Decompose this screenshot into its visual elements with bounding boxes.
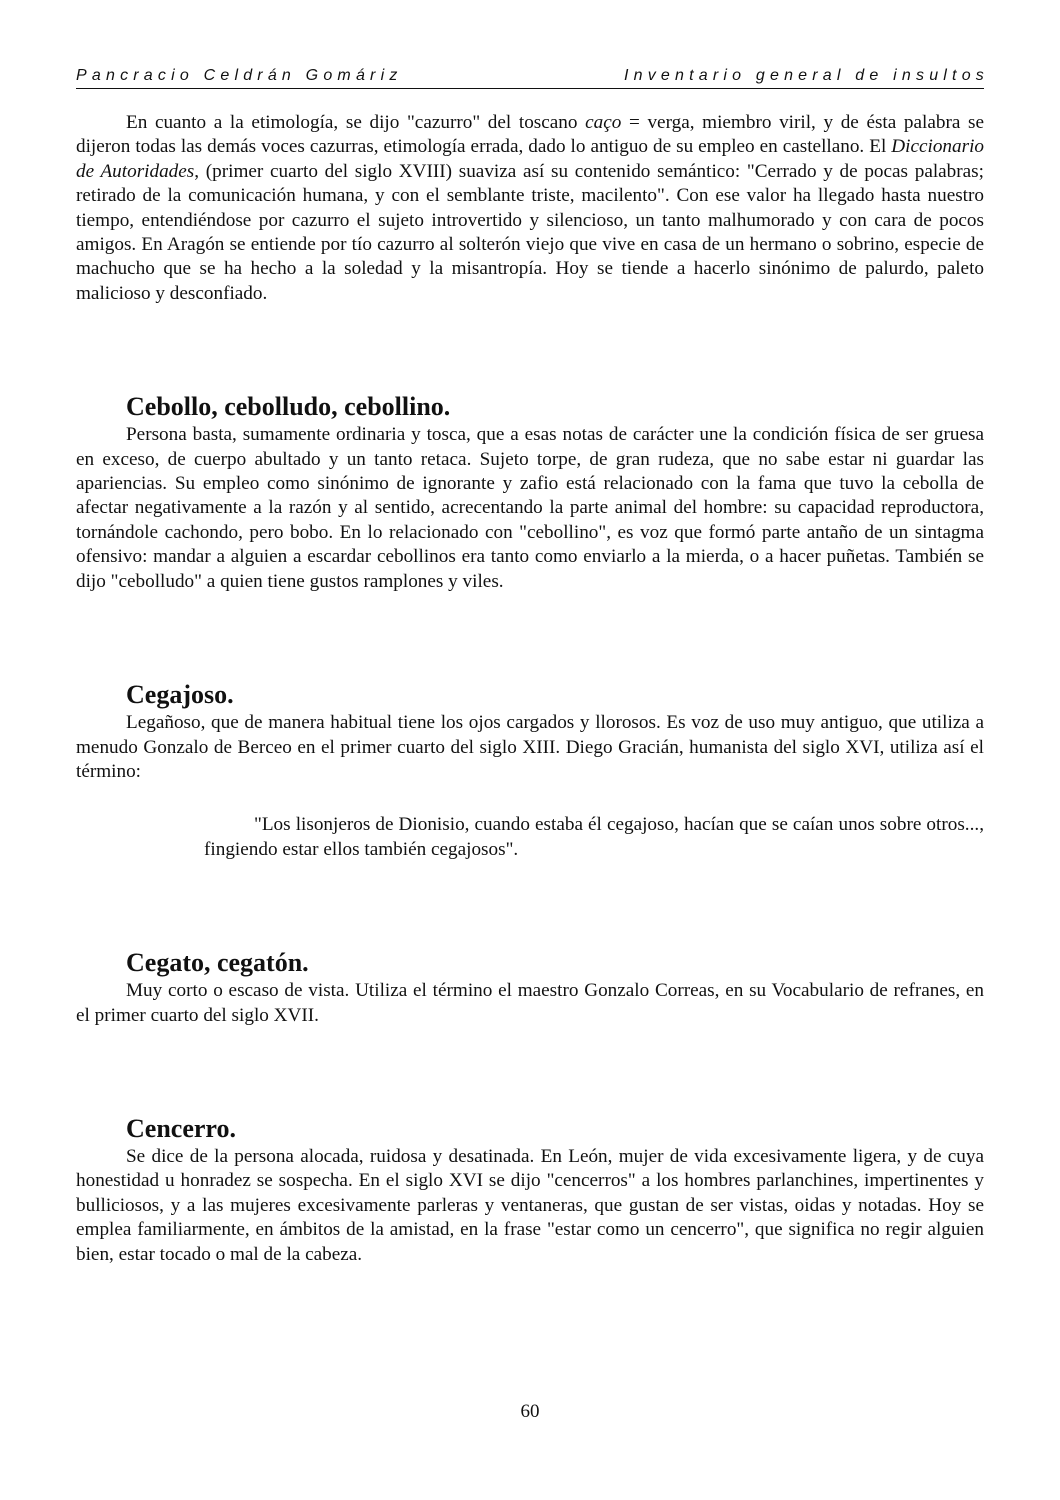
- intro-text-3: , (primer cuarto del siglo XVIII) suaviza así su contenido semántico: "Cerrado y de pocas palabras; retirado de la comunicación humana, y con el semblante triste, macilento". Con ese valor ha llegado hasta nuestro tiempo, entendiéndose por cazurro el sujeto introvertido y silencioso, un tanto malhumorado y con cara de pocos amigos. En Aragón se entiende por tío cazurro al solterón viejo que vive en casa de un hermano o sobrino, especie de machucho que se ha hecho a la soledad y la misantropía. Hoy se tiende a hacerlo sinónimo de palurdo, paleto malicioso y desconfiado.: [76, 160, 984, 304]
- entry-heading-cegato: Cegato, cegatón.: [126, 948, 309, 978]
- page-content: [76, 111, 984, 1267]
- entry-heading-cebollo: Cebollo, cebolludo, cebollino.: [126, 392, 451, 422]
- header-book-title: Inventario general de insultos: [623, 67, 989, 84]
- entry-text-cegato: Muy corto o escaso de vista. Utiliza el término el maestro Gonzalo Correas, en su Vocabulario de refranes, en el primer cuarto del siglo XVII.: [76, 980, 984, 1026]
- intro-italic-1: caço: [585, 112, 622, 133]
- entry-quote-cegajoso: "Los lisonjeros de Dionisio, cuando estaba él cegajoso, hacían que se caían unos sobre otros..., fingiendo estar ellos también cegajosos".: [204, 814, 984, 860]
- entry-text-cencerro: Se dice de la persona alocada, ruidosa y desatinada. En León, mujer de vida excesivamente ligera, y de cuya honestidad u honradez se sospecha. En el siglo XVI se dijo "cencerros" a los hombres parlanchines, impertinentes y bulliciosos, y a las mujeres excesivamente parleras y ventaneras, que gustan de ser vistas, oidas y notadas. Hoy se emplea familiarmente, en ámbitos de la amistad, en la frase "estar como un cencerro", que significa no regir alguien bien, estar tocado o mal de la cabeza.: [76, 1145, 984, 1265]
- intro-paragraph: [76, 111, 984, 306]
- entry-heading-cegajoso: Cegajoso.: [126, 680, 234, 710]
- document-page: [76, 0, 989, 1500]
- entry-heading-cencerro: Cencerro.: [126, 1113, 236, 1143]
- intro-text-2: = verga, miembro viril, y de ésta palabra se dijeron todas las demás voces cazurras, etimología errada, dado lo antiguo de su empleo en castellano. El: [76, 112, 984, 158]
- page-number: 60: [520, 1401, 540, 1422]
- entry-text-cegajoso: Legañoso, que de manera habitual tiene los ojos cargados y llorosos. Es voz de uso muy antiguo, que utiliza a menudo Gonzalo de Berceo en el primer cuarto del siglo XIII. Diego Gracián, humanista del siglo XVI, utiliza así el término:: [76, 712, 984, 782]
- header-author: Pancracio Celdrán Gomáriz: [76, 67, 403, 84]
- intro-text-1: En cuanto a la etimología, se dijo "cazurro" del toscano: [126, 112, 586, 133]
- entry-text-cebollo: Persona basta, sumamente ordinaria y tosca, que a esas notas de carácter une la condición física de ser gruesa en exceso, de cuerpo abultado y un tanto retaca. Sujeto torpe, de gran rudeza, que no sabe estar ni guardar las apariencias. Su empleo como sinónimo de ignorante y zafio está relacionado con la fama que tuvo la cebolla de afectar negativamente a la razón y al sentido, acrecentando la parte animal del hombre: su capacidad reproductora, tornándole cachondo, pero bobo. En lo relacionado con "cebollino", es voz que formó parte antaño de un sintagma ofensivo: mandar a alguien a escardar cebollinos era tanto como enviarlo a la mierda, o a hacer puñetas. También se dijo "cebolludo" a quien tiene gustos ramplones y viles.: [76, 424, 984, 592]
- running-header: [76, 66, 989, 89]
- intro-italic-2: Diccionario de Autoridades: [76, 136, 984, 182]
